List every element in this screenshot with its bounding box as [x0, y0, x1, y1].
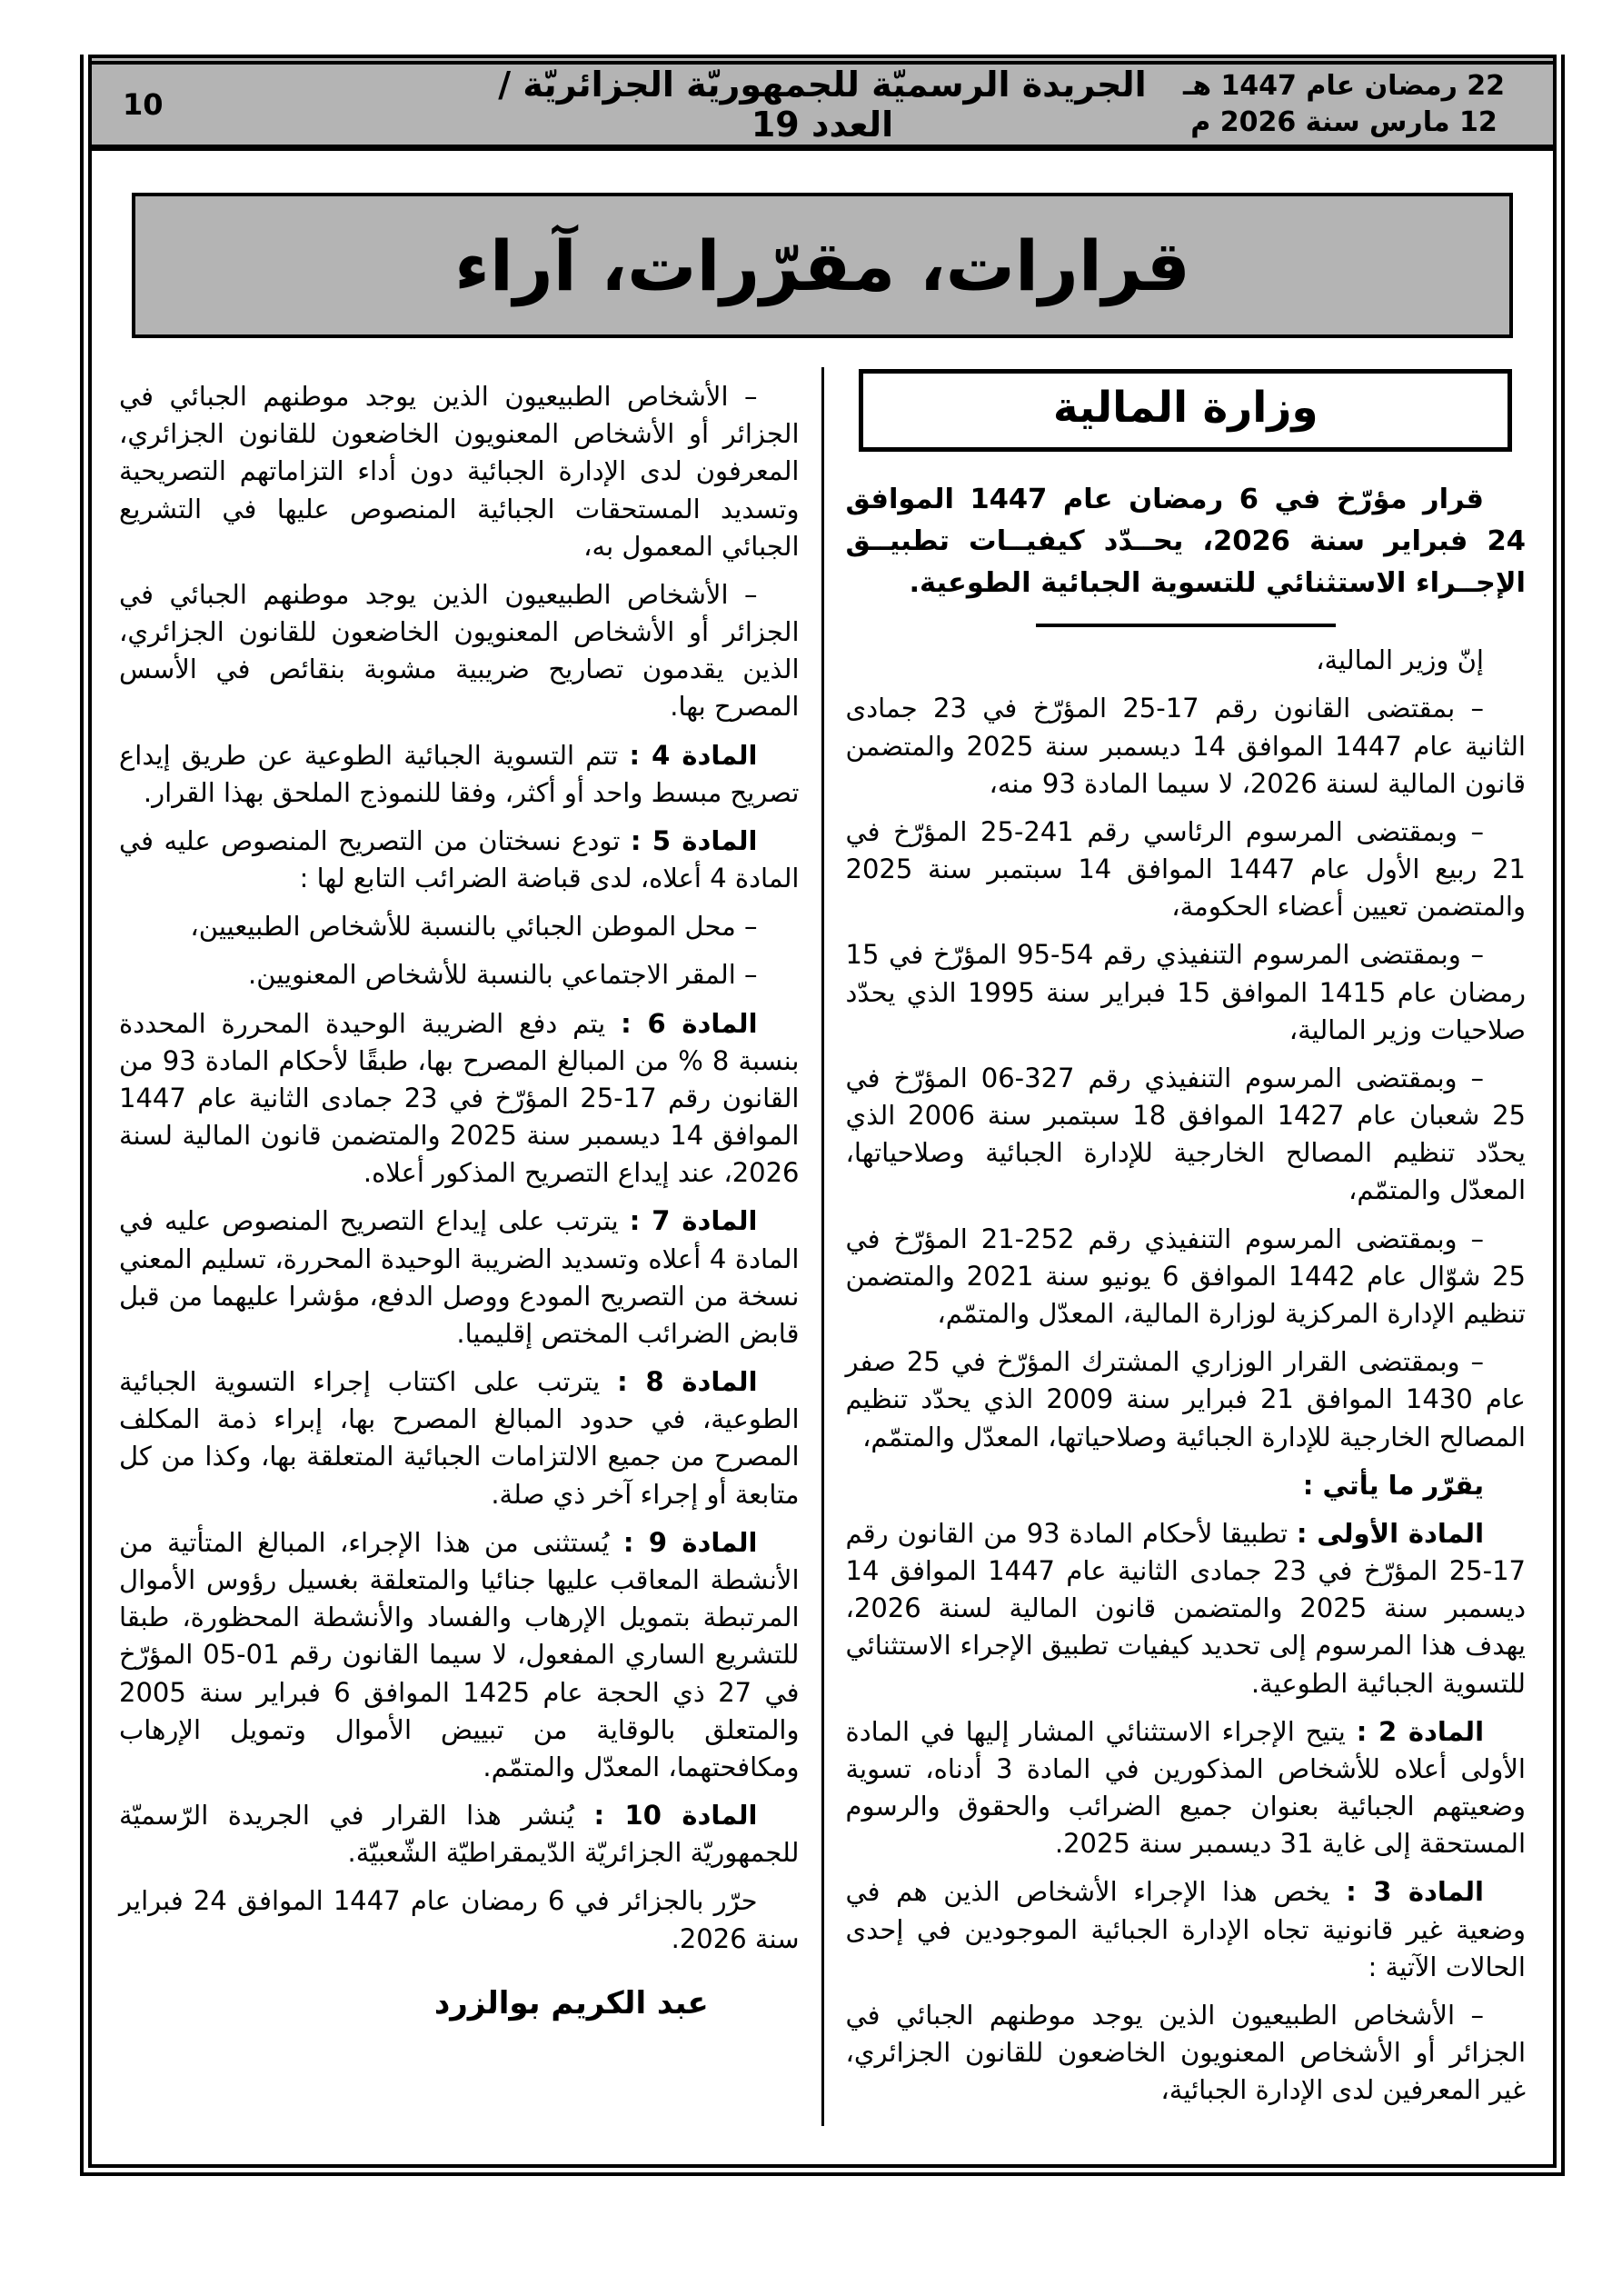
journal-title: الجريدة الرسميّة للجمهوريّة الجزائريّة / العدد 19 — [498, 65, 1147, 145]
article-4-text: تتم التسوية الجبائية الطوعية عن طريق إيداع تصريح مبسط واحد أو أكثر، وفقا للنموذج الملحق بهذا القرار. — [119, 739, 800, 808]
article-6-text: يتم دفع الضريبة الوحيدة المحررة المحددة بنسبة 8 % من المبالغ المصرح بها، طبقًا لأحكام المادة 93 من القانون رقم 17-25 المؤرّخ في 23 جمادى الثانية عام 1447 الموافق 14 ديسمبر سنة 2025 والمتضمن قانون المالية لسنة 2026، عند إيداع التصريح المذكور أعلاه. — [119, 1007, 800, 1189]
gregorian-date: 12 مارس سنة 2026 م — [1190, 106, 1498, 138]
left-column — [92, 367, 821, 2126]
section-banner — [132, 193, 1513, 338]
decides-line: يقرّر ما يأتي : — [1302, 1469, 1484, 1501]
section-rule — [1036, 624, 1336, 627]
case-item: – الأشخاص الطبيعيون الذين يوجد موطنهم الجبائي في الجزائر أو الأشخاص المعنويون الخاضعون للقانون الجزائري، الذين يقدمون تصاريح ضريبية مشوبة بنقائص في الأسس المصرح بها. — [119, 578, 800, 723]
columns — [92, 338, 1553, 2164]
article-2-text: يتيح الإجراء الاستثنائي المشار إليها في المادة الأولى أعلاه للأشخاص المذكورين في المادة 3 أدناه، تسوية وضعيتهم الجبائية بعنوان جميع الضرائب والحقوق والرسوم المستحقة إلى غاية 31 ديسمبر سنة 2025. — [845, 1715, 1526, 1860]
signature: عبد الكريم بوالزرد — [433, 1984, 709, 2021]
article-3-label: المادة 3 : — [1346, 1876, 1485, 1908]
article-5-item: – المقر الاجتماعي بالنسبة للأشخاص المعنويين. — [248, 959, 758, 991]
visa-paragraph: – وبمقتضى القرار الوزاري المشترك المؤرّخ في 25 صفر عام 1430 الموافق 21 فبراير سنة 2009 الذي يحدّد تنظيم المصالح الخارجية للإدارة الجبائية وصلاحياتها، المعدّل والمتمّم، — [845, 1346, 1526, 1452]
article-4-label: المادة 4 : — [629, 739, 758, 771]
case-item: – الأشخاص الطبيعيون الذين يوجد موطنهم الجبائي في الجزائر أو الأشخاص المعنويون الخاضعون للقانون الجزائري، غير المعرفين لدى الإدارة الجبائية، — [845, 1999, 1526, 2106]
article-1-label: المادة الأولى : — [1296, 1517, 1485, 1549]
ministry-heading-box — [859, 369, 1512, 452]
article-7-label: المادة 7 : — [629, 1205, 758, 1237]
article-5-item: – محل الموطن الجبائي بالنسبة للأشخاص الطبيعيين، — [190, 911, 758, 943]
article-8-text: يترتب على اكتتاب إجراء التسوية الجبائية الطوعية، في حدود المبالغ المصرح بها، إبراء ذمة المكلف المصرح من جميع الالتزامات الجبائية المتعلقة بها، وكذا من كل متابعة أو إجراء آخر ذي صلة. — [119, 1366, 800, 1510]
article-9-label: المادة 9 : — [622, 1526, 758, 1558]
done-at-line: حرّر بالجزائر في 6 رمضان عام 1447 الموافق 24 فبراير سنة 2026. — [119, 1885, 800, 1954]
article-10-label: المادة 10 : — [593, 1800, 758, 1832]
article-5-text: تودع نسختان من التصريح المنصوص عليه في المادة 4 أعلاه، لدى قباضة الضرائب التابع لها : — [119, 824, 800, 894]
masthead — [92, 55, 1553, 151]
page-frame — [80, 55, 1565, 2176]
visa-paragraph: – وبمقتضى المرسوم التنفيذي رقم 54-95 المؤرّخ في 15 رمضان عام 1415 الموافق 15 فبراير سنة 1995 الذي يحدّد صلاحيات وزير المالية، — [845, 939, 1526, 1045]
article-1 — [846, 1515, 1527, 1702]
visa-paragraph: – بمقتضى القانون رقم 17-25 المؤرّخ في 23 جمادى الثانية عام 1447 الموافق 14 ديسمبر سنة 2025 والمتضمن قانون المالية لسنة 2026، لا سيما المادة 93 منه، — [845, 693, 1526, 799]
ministry-heading: وزارة المالية — [1052, 383, 1318, 433]
hijri-date: 22 رمضان عام 1447 هـ — [1182, 70, 1506, 103]
article-3 — [846, 1873, 1527, 1986]
article-7-text: يترتب على إيداع التصريح المنصوص عليه في المادة 4 أعلاه وتسديد الضريبة الوحيدة المحررة، تسليم المعني نسخة من التصريح المودع ووصل الدفع، مؤشرا عليهما من قبل قابض الضرائب المختص إقليميا. — [119, 1205, 800, 1349]
article-9-text: يُستثنى من هذا الإجراء، المبالغ المتأتية من الأنشطة المعاقب عليها جنائيا والمتعلقة بغسيل رؤوس الأموال المرتبطة بتمويل الإرهاب والفساد والأنشطة المحظورة، طبقا للتشريع الساري المفعول، لا سيما القانون رقم 01-05 المؤرّخ في 27 ذي الحجة عام 1425 الموافق 6 فبراير سنة 2005 والمتعلق بالوقاية من تبييض الأموال وتمويل الإرهاب ومكافحتهما، المعدّل والمتمّم. — [119, 1526, 800, 1782]
masthead-dates — [1153, 68, 1535, 140]
article-8 — [119, 1363, 800, 1513]
article-3-text: يخص هذا الإجراء الأشخاص الذين هم في وضعية غير قانونية تجاه الإدارة الجبائية الموجودين في إحدى الحالات الآتية : — [845, 1876, 1526, 1982]
article-9 — [119, 1524, 800, 1786]
article-1-text: تطبيقا لأحكام المادة 93 من القانون رقم 17-25 المؤرّخ في 23 جمادى الثانية عام 1447 الموافق 14 ديسمبر سنة 2025 والمتضمن قانون المالية لسنة 2026، يهدف هذا المرسوم إلى تحديد كيفيات تطبيق الإجراء الاستثنائي للتسوية الجبائية الطوعية. — [845, 1517, 1526, 1699]
article-5-label: المادة 5 : — [630, 824, 758, 856]
right-column — [821, 367, 1554, 2126]
article-2 — [846, 1713, 1527, 1863]
article-5 — [119, 823, 800, 897]
minister-line: إنّ وزير المالية، — [1316, 644, 1484, 676]
visa-paragraph: – وبمقتضى المرسوم التنفيذي رقم 327-06 المؤرّخ في 25 شعبان عام 1427 الموافق 18 سبتمبر سنة 2006 الذي يحدّد تنظيم المصالح الخارجية للإدارة الجبائية وصلاحياتها، المعدّل والمتمّم، — [845, 1062, 1526, 1206]
article-10 — [119, 1797, 800, 1872]
case-item: – الأشخاص الطبيعيون الذين يوجد موطنهم الجبائي في الجزائر أو الأشخاص المعنويون الخاضعون للقانون الجزائري، المعرفون لدى الإدارة الجبائية دون أداء التزاماتهم التصريحية وتسديد المستحقات الجبائية المنصوص عليها في التشريع الجبائي المعمول به، — [119, 381, 800, 562]
article-7 — [119, 1203, 800, 1353]
article-8-label: المادة 8 : — [617, 1366, 758, 1398]
visa-paragraph: – وبمقتضى المرسوم الرئاسي رقم 241-25 المؤرّخ في 21 ربيع الأول عام 1447 الموافق 14 سبتمبر سنة 2025 والمتضمن تعيين أعضاء الحكومة، — [845, 815, 1527, 923]
visa-paragraph: – وبمقتضى المرسوم التنفيذي رقم 252-21 المؤرّخ في 25 شوّال عام 1442 الموافق 6 يونيو سنة 2021 والمتضمن تنظيم الإدارة المركزية لوزارة المالية، المعدّل والمتمّم، — [845, 1223, 1527, 1329]
article-4 — [119, 737, 800, 812]
article-6-label: المادة 6 : — [621, 1007, 758, 1039]
page-number: 10 — [123, 87, 164, 122]
section-banner-title: قرارات، مقرّرات، آراء — [454, 225, 1190, 306]
decree-summary: قرار مؤرّخ في 6 رمضان عام 1447 الموافق 24 فبراير سنة 2026، يحــدّد كيفيــات تطبيــق الإجــراء الاستثنائي للتسوية الجبائية الطوعية. — [845, 484, 1526, 599]
article-10-text: يُنشر هذا القرار في الجريدة الرّسميّة للجمهوريّة الجزائريّة الدّيمقراطيّة الشّعبيّة. — [119, 1800, 800, 1869]
article-2-label: المادة 2 : — [1356, 1715, 1485, 1747]
article-6 — [119, 1005, 800, 1193]
